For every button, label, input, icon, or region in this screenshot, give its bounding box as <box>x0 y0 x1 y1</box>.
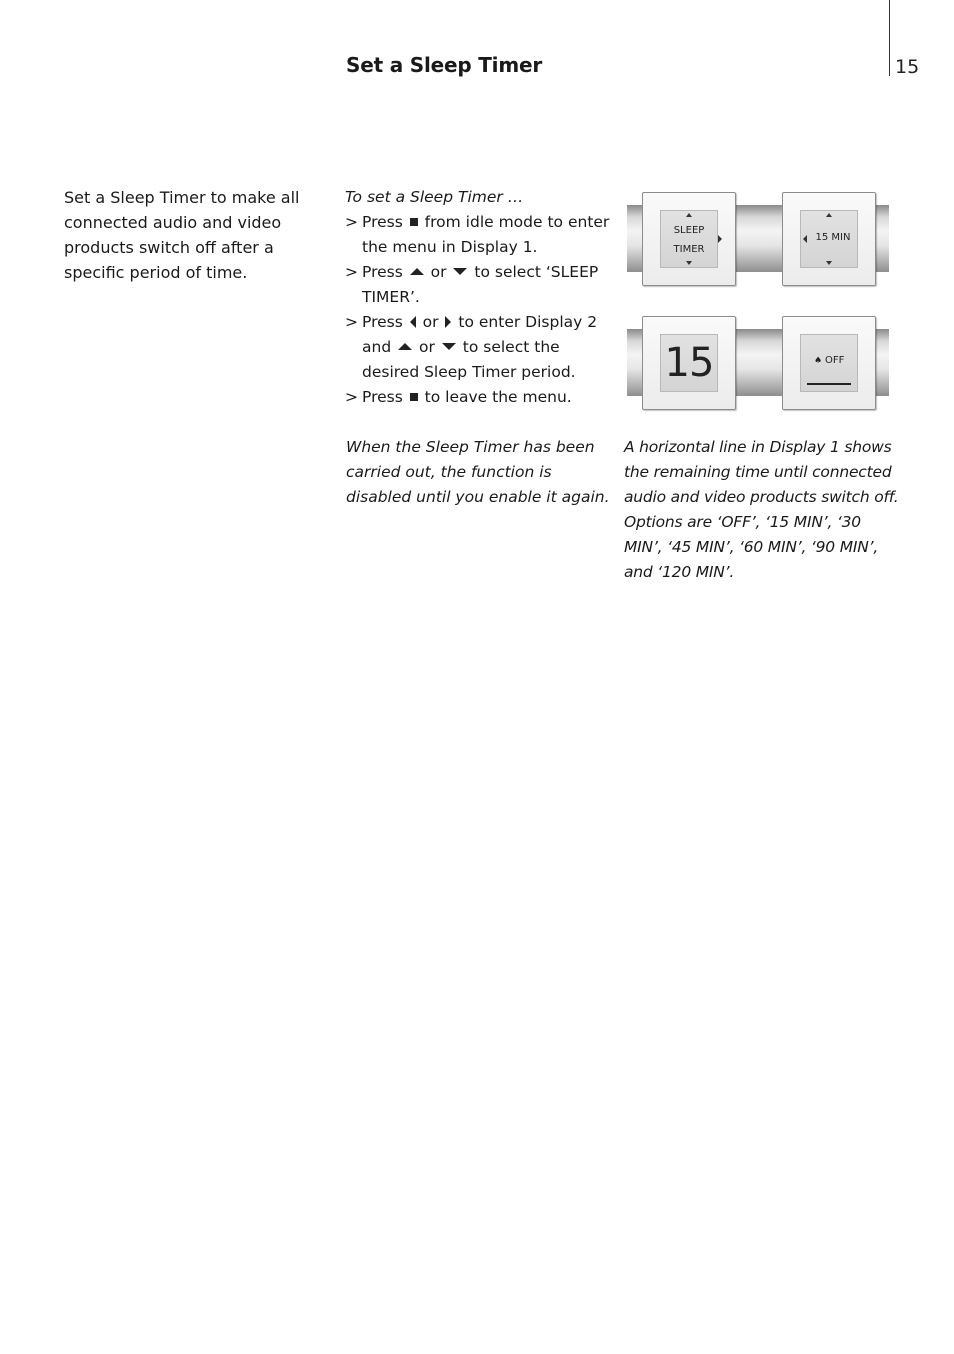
step-text: to enter Display 2 and <box>362 313 598 356</box>
instructions-heading: To set a Sleep Timer … <box>345 188 524 206</box>
page-title: Set a Sleep Timer <box>346 53 542 77</box>
triangle-right-icon <box>445 316 451 328</box>
display-1-number: 15 <box>664 340 714 386</box>
step-text: Press <box>362 213 403 231</box>
arrow-up-icon <box>686 213 692 217</box>
step-2 <box>345 260 620 310</box>
page-rule <box>889 0 890 76</box>
instructions <box>345 185 620 410</box>
note-options: A horizontal line in Display 1 shows the remaining time until connected audio and video products switch off. Options are ‘OFF’, ‘15 MIN’, ‘30 MIN’, ‘45 MIN’, ‘60 MIN’, ‘90 MIN’, and ‘120 MIN’. <box>624 438 899 581</box>
step-4 <box>345 385 620 410</box>
step-text: Press <box>362 388 403 406</box>
display-1-screen <box>660 334 718 392</box>
display-1-label-line2: TIMER <box>673 244 705 255</box>
step-text: or <box>419 338 435 356</box>
display-2-panel <box>782 192 876 286</box>
display-1-panel <box>642 192 736 286</box>
display-2-panel <box>782 316 876 410</box>
bell-icon: ♠ <box>814 356 823 366</box>
step-1 <box>345 210 620 260</box>
display-2-value: 15 MIN <box>815 232 851 243</box>
step-marker: > <box>345 263 358 281</box>
display-2-screen <box>800 334 858 392</box>
display-2-off-label: OFF <box>825 355 845 366</box>
page-number: 15 <box>895 56 920 78</box>
step-text: to leave the menu. <box>424 388 572 406</box>
arrow-up-icon <box>826 213 832 217</box>
square-icon <box>410 393 418 401</box>
step-text: Press <box>362 263 403 281</box>
step-text: to select ‘SLEEP TIMER’. <box>362 263 599 306</box>
triangle-down-icon <box>453 268 467 275</box>
arrow-left-icon <box>803 235 807 243</box>
display-2-screen <box>800 210 858 268</box>
intro-text: Set a Sleep Timer to make all connected audio and video products switch off after a specific period of time. <box>64 188 300 282</box>
step-text: from idle mode to enter the menu in Display 1. <box>362 213 610 256</box>
square-icon <box>410 218 418 226</box>
steps-list <box>345 210 620 410</box>
step-text: or <box>430 263 447 281</box>
step-text: to select the desired Sleep Timer period. <box>362 338 576 381</box>
step-text: Press <box>362 313 403 331</box>
display-1-label-line1: SLEEP <box>673 225 705 236</box>
triangle-up-icon <box>398 343 412 350</box>
display-1-panel <box>642 316 736 410</box>
step-marker: > <box>345 313 358 331</box>
step-marker: > <box>345 388 358 406</box>
display-1-screen <box>660 210 718 268</box>
step-3 <box>345 310 620 385</box>
note-sleep-timer-disabled: When the Sleep Timer has been carried out, the function is disabled until you enable it again. <box>346 438 610 506</box>
triangle-up-icon <box>410 268 424 275</box>
remaining-time-line <box>807 383 851 385</box>
triangle-down-icon <box>442 343 456 350</box>
arrow-down-icon <box>826 261 832 265</box>
device-illustration-menu <box>627 192 889 286</box>
step-marker: > <box>345 213 358 231</box>
triangle-left-icon <box>410 316 416 328</box>
display-1-label <box>661 221 717 259</box>
device-illustration-active <box>627 316 889 410</box>
step-text: or <box>422 313 439 331</box>
arrow-down-icon <box>686 261 692 265</box>
arrow-right-icon <box>718 235 722 243</box>
